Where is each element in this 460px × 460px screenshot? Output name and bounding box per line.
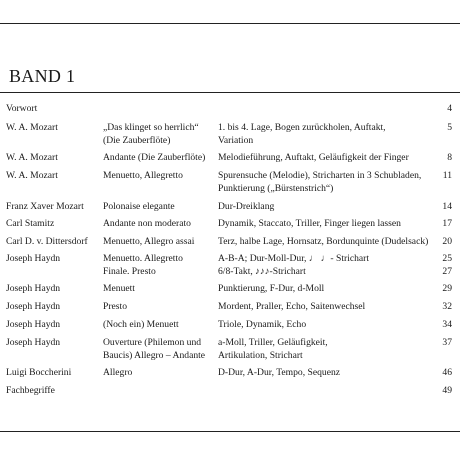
composer-name: Fachbegriffe (6, 385, 55, 396)
learning-content (218, 122, 433, 147)
learning-content (218, 152, 433, 165)
page-number-line: 49 (442, 385, 452, 396)
page-number-line: 17 (442, 218, 452, 229)
learning-content-line: Artikulation, Strichart (218, 349, 303, 361)
learning-content (218, 236, 433, 249)
composer-name: Vorwort (6, 103, 38, 114)
learning-content-line: Dynamik, Staccato, Triller, Finger liegen lassen (218, 218, 401, 229)
composer-name: Carl Stamitz (6, 218, 55, 229)
piece-title-line: Baucis) Allegro – Andante (103, 349, 206, 361)
learning-content-line: 1. bis 4. Lage, Bogen zurückholen, Auftakt, (218, 122, 386, 133)
page-number (442, 319, 452, 332)
learning-content-line: Mordent, Praller, Echo, Saitenwechsel (218, 301, 366, 312)
page-number (442, 367, 452, 380)
piece-title-line: Menuetto, Allegretto (103, 170, 183, 181)
learning-content (218, 319, 433, 332)
learning-content-line: Triole, Dynamik, Echo (218, 319, 307, 330)
composer-name: Joseph Haydn (6, 301, 61, 312)
learning-content (218, 218, 433, 231)
piece-title (103, 253, 213, 278)
piece-title (103, 337, 213, 362)
composer-name: Joseph Haydn (6, 337, 61, 348)
bottom-rule (0, 431, 460, 432)
band-title: BAND 1 (9, 66, 76, 86)
piece-title-line: Allegro (103, 367, 133, 378)
piece-title (103, 301, 213, 314)
learning-content-line: Variation (218, 134, 254, 146)
piece-title-line: Menuetto. Allegretto (103, 253, 183, 264)
piece-title-line: Polonaise elegante (103, 201, 175, 212)
learning-content-line: Terz, halbe Lage, Hornsatz, Bordunquinte (Dudelsack) (218, 236, 429, 247)
page-number-line: 27 (442, 265, 452, 277)
learning-content (218, 283, 433, 296)
page-number (442, 283, 452, 296)
piece-title (103, 122, 213, 147)
page-number-line: 14 (442, 201, 452, 212)
learning-content (218, 337, 433, 362)
page-number (447, 103, 452, 116)
piece-title-line: (Die Zauberflöte) (103, 134, 171, 146)
page-number-line: 8 (447, 152, 452, 163)
learning-content (218, 367, 433, 380)
learning-content-line: 6/8-Takt, ♪♪♪-Strichart (218, 265, 306, 277)
composer-name: Joseph Haydn (6, 283, 61, 294)
page-number (442, 218, 452, 231)
composer-name: Luigi Boccherini (6, 367, 72, 378)
piece-title-line: (Noch ein) Menuett (103, 319, 179, 330)
composer-name: Joseph Haydn (6, 319, 61, 330)
piece-title-line: Andante non moderato (103, 218, 191, 229)
composer-name: Franz Xaver Mozart (6, 201, 84, 212)
page-number-line: 29 (442, 283, 452, 294)
page-number (443, 170, 452, 183)
learning-content-line: D-Dur, A-Dur, Tempo, Sequenz (218, 367, 341, 378)
learning-content (218, 301, 433, 314)
page-number-line: 34 (442, 319, 452, 330)
page-number (442, 301, 452, 314)
page-number-line: 46 (442, 367, 452, 378)
piece-title-line: Finale. Presto (103, 265, 156, 277)
page-number (442, 337, 452, 350)
page-number (447, 152, 452, 165)
composer-name: W. A. Mozart (6, 170, 58, 181)
piece-title-line: Andante (Die Zauberflöte) (103, 152, 206, 163)
learning-content (218, 170, 433, 195)
learning-content-line: Melodieführung, Auftakt, Geläufigkeit der Finger (218, 152, 409, 163)
learning-content-line: a-Moll, Triller, Geläufigkeit, (218, 337, 328, 348)
composer-name: Joseph Haydn (6, 253, 61, 264)
learning-content-line: A-B-A; Dur-Moll-Dur, ♩ ♩- Strichart (218, 253, 370, 264)
learning-content-line: Punktierung („Bürstenstrich“) (218, 182, 334, 194)
piece-title (103, 283, 213, 296)
page-number-line: 25 (442, 253, 452, 264)
page-number-line: 32 (442, 301, 452, 312)
piece-title (103, 201, 213, 214)
page-number (442, 201, 452, 214)
learning-content (218, 253, 433, 278)
page-number (442, 385, 452, 398)
learning-content-line: Spurensuche (Melodie), Stricharten in 3 Schubladen, (218, 170, 422, 181)
piece-title-line: „Das klinget so herrlich“ (103, 122, 199, 133)
composer-name: Carl D. v. Dittersdorf (6, 236, 88, 247)
piece-title (103, 218, 213, 231)
page-number (442, 236, 452, 249)
piece-title (103, 319, 213, 332)
page-number-line: 4 (447, 103, 452, 114)
piece-title-line: Presto (103, 301, 127, 312)
page-number (447, 122, 452, 135)
piece-title-line: Menuett (103, 283, 135, 294)
page-number-line: 20 (442, 236, 452, 247)
composer-name: W. A. Mozart (6, 152, 58, 163)
title-rule (0, 92, 460, 93)
page-number-line: 11 (442, 170, 452, 181)
piece-title-line: Menuetto, Allegro assai (103, 236, 195, 247)
piece-title (103, 170, 213, 183)
top-rule (0, 23, 460, 24)
composer-name: W. A. Mozart (6, 122, 58, 133)
page-number-line: 5 (447, 122, 452, 133)
piece-title (103, 152, 213, 165)
piece-title (103, 236, 213, 249)
learning-content-line: Dur-Dreiklang (218, 201, 275, 212)
piece-title (103, 367, 213, 380)
page-number (442, 253, 452, 278)
learning-content (218, 201, 433, 214)
piece-title-line: Ouverture (Philemon und (103, 337, 202, 348)
learning-content-line: Punktierung, F-Dur, d-Moll (218, 283, 325, 294)
page-number-line: 37 (442, 337, 452, 348)
